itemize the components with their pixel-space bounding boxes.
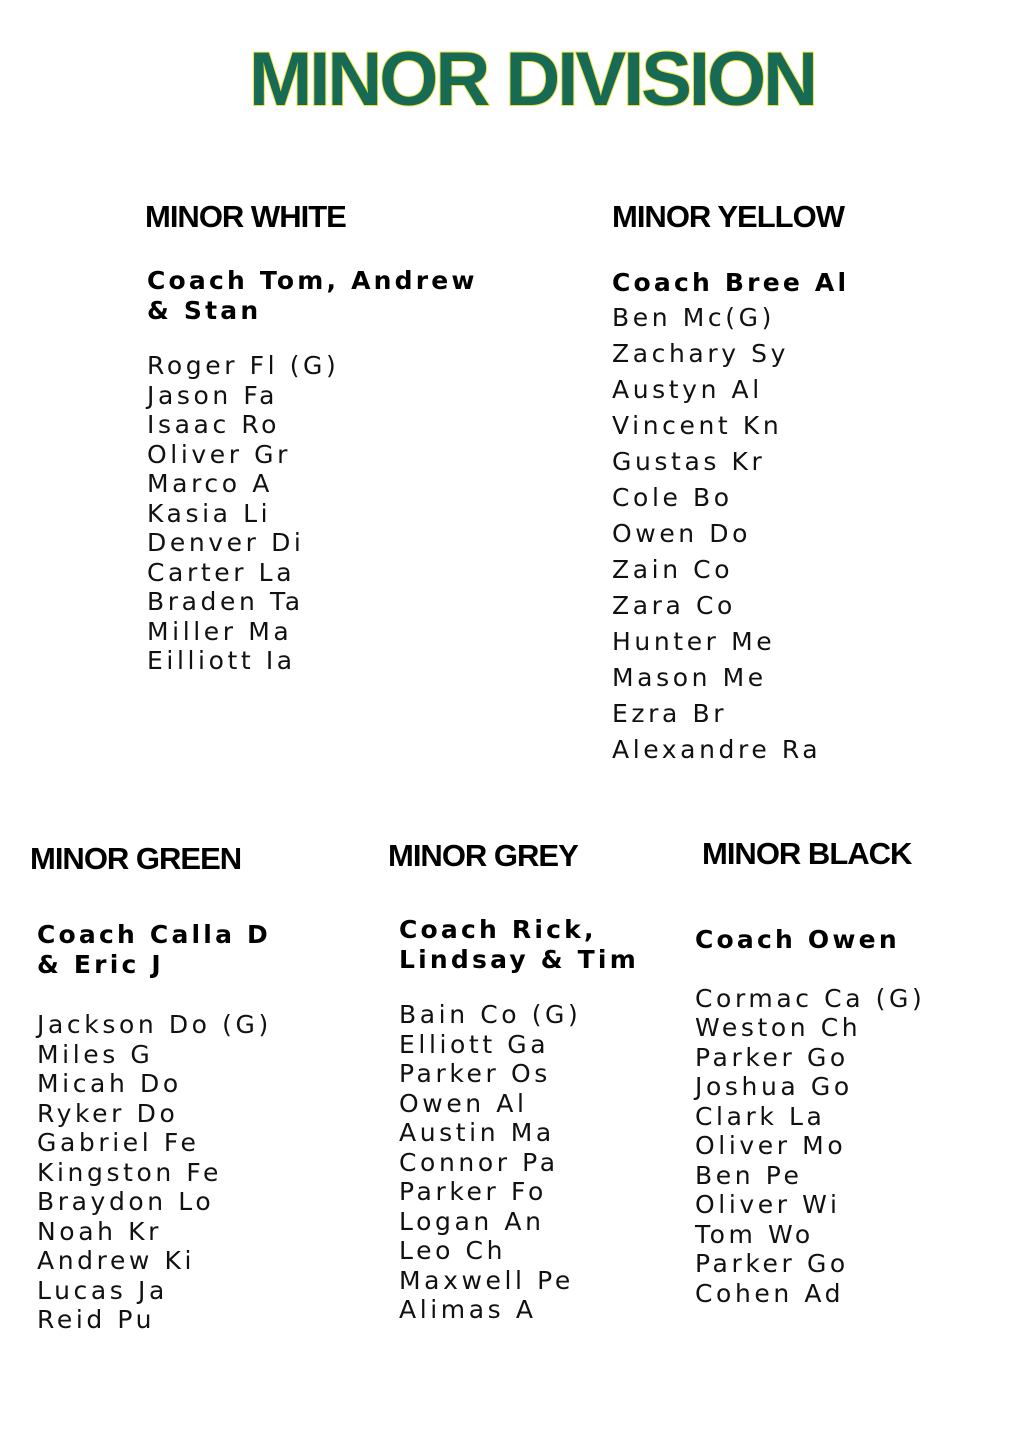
player-name: Ben Pe — [695, 1160, 803, 1190]
player-name: Lucas Ja — [37, 1275, 168, 1305]
team-minor-green — [30, 841, 272, 1335]
coach-line: Coach Tom, Andrew & Stan — [147, 266, 478, 325]
player-name: Cormac Ca (G) — [695, 983, 926, 1013]
player-name: Isaac Ro — [147, 410, 281, 439]
player-name: Alexandre Ra — [612, 735, 822, 764]
player-name: Elliott Ga — [399, 1029, 550, 1059]
player-name: Oliver Gr — [147, 439, 292, 469]
player-name: Miller Ma — [147, 616, 293, 646]
player-name: Braden Ta — [147, 587, 304, 616]
player-name: Parker Go — [695, 1249, 849, 1278]
player-name: Oliver Mo — [695, 1131, 847, 1160]
player-name: Micah Do — [37, 1069, 182, 1098]
player-roster — [147, 351, 478, 676]
player-roster — [37, 1010, 272, 1335]
player-name: Austin Ma — [399, 1118, 555, 1147]
player-name: Gustas Kr — [612, 447, 766, 476]
player-name: Gabriel Fe — [37, 1128, 200, 1157]
team-title: MINOR WHITE — [145, 199, 346, 234]
team-minor-white — [145, 199, 478, 676]
player-roster — [612, 300, 849, 768]
player-name: Joshua Go — [695, 1072, 853, 1101]
player-name: Zain Co — [612, 555, 734, 584]
player-name: Ryker Do — [37, 1098, 179, 1128]
player-name: Kingston Fe — [37, 1157, 222, 1187]
player-name: Marco A — [147, 469, 273, 498]
player-name: Clark La — [695, 1101, 826, 1131]
player-name: Ben Mc(G) — [612, 303, 775, 332]
player-name: Vincent Kn — [612, 411, 783, 440]
coach-line: Coach Rick, Lindsay & Tim — [399, 915, 639, 974]
player-name: Noah Kr — [37, 1216, 162, 1246]
player-name: Roger Fl (G) — [147, 351, 340, 380]
player-roster — [695, 984, 925, 1309]
team-title: MINOR GREEN — [30, 841, 242, 876]
player-name: Kasia Li — [147, 498, 272, 528]
player-name: Andrew Ki — [37, 1246, 196, 1275]
player-name: Owen Do — [612, 519, 752, 548]
player-name: Jason Fa — [147, 380, 279, 410]
player-name: Miles G — [37, 1039, 154, 1069]
team-title: MINOR BLACK — [702, 836, 912, 871]
player-name: Eilliott Ia — [147, 646, 296, 675]
player-name: Parker Os — [399, 1059, 551, 1088]
player-name: Austyn Al — [612, 375, 763, 404]
player-name: Logan An — [399, 1206, 545, 1236]
team-minor-yellow — [612, 199, 849, 768]
player-name: Owen Al — [399, 1088, 528, 1118]
page-title: MINOR DIVISION — [248, 37, 816, 122]
team-title: MINOR YELLOW — [612, 199, 844, 234]
player-name: Hunter Me — [612, 627, 776, 656]
player-name: Mason Me — [612, 663, 767, 692]
player-name: Weston Ch — [695, 1013, 862, 1042]
team-title: MINOR GREY — [388, 838, 578, 873]
player-roster — [399, 1000, 639, 1325]
coach-line: Coach Bree Al — [612, 268, 850, 297]
player-name: Jackson Do (G) — [37, 1010, 272, 1039]
player-name: Leo Ch — [399, 1236, 507, 1265]
player-name: Zara Co — [612, 591, 736, 620]
team-minor-black — [695, 836, 926, 1308]
player-name: Carter La — [147, 557, 296, 587]
player-name: Parker Go — [695, 1042, 849, 1072]
player-name: Ezra Br — [612, 699, 728, 728]
player-name: Reid Pu — [37, 1305, 156, 1334]
player-name: Tom Wo — [695, 1219, 814, 1249]
player-name: Connor Pa — [399, 1147, 559, 1177]
player-name: Oliver Wi — [695, 1190, 841, 1219]
player-name: Cohen Ad — [695, 1278, 845, 1308]
player-name: Bain Co (G) — [399, 1000, 582, 1029]
coach-line: Coach Owen — [695, 925, 900, 954]
player-name: Alimas A — [399, 1295, 537, 1324]
coach-line: Coach Calla D & Eric J — [37, 920, 271, 979]
team-minor-grey — [388, 838, 639, 1325]
player-name: Maxwell Pe — [399, 1265, 574, 1295]
player-name: Denver Di — [147, 528, 305, 557]
player-name: Zachary Sy — [612, 339, 790, 368]
player-name: Braydon Lo — [37, 1187, 215, 1216]
player-name: Cole Bo — [612, 483, 733, 512]
player-name: Parker Fo — [399, 1177, 547, 1206]
